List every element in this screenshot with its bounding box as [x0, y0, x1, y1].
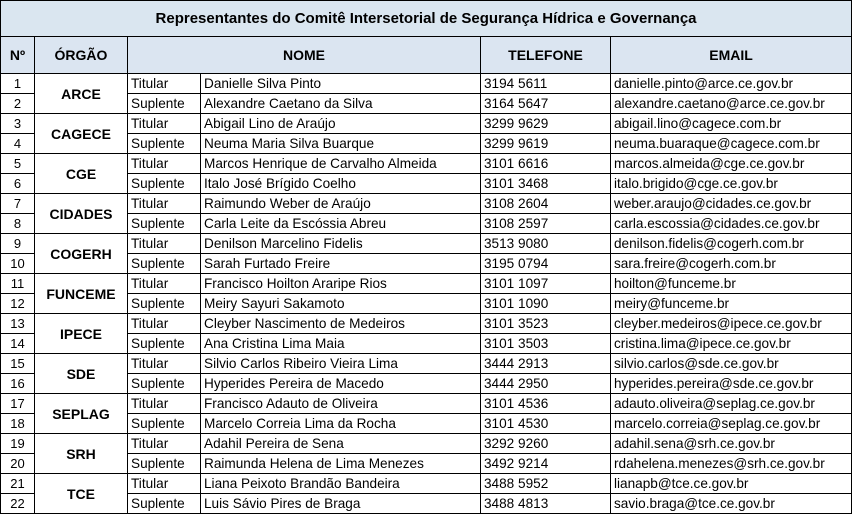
phone-cell: 3299 9629 — [481, 114, 611, 134]
row-number: 11 — [1, 274, 35, 294]
email-cell[interactable]: abigail.lino@cagece.com.br — [611, 114, 852, 134]
orgao-cell: SEPLAG — [35, 394, 128, 434]
role-cell: Suplente — [128, 454, 201, 474]
name-cell: Francisco Hoilton Araripe Rios — [201, 274, 481, 294]
table-row — [1, 394, 852, 414]
phone-cell: 3108 2604 — [481, 194, 611, 214]
name-cell: Marcelo Correia Lima da Rocha — [201, 414, 481, 434]
phone-cell: 3108 2597 — [481, 214, 611, 234]
role-cell: Titular — [128, 154, 201, 174]
email-cell[interactable]: marcelo.correia@seplag.ce.gov.br — [611, 414, 852, 434]
orgao-cell: IPECE — [35, 314, 128, 354]
role-cell: Titular — [128, 394, 201, 414]
phone-cell: 3195 0794 — [481, 254, 611, 274]
row-number: 21 — [1, 474, 35, 494]
table-row — [1, 474, 852, 494]
row-number: 20 — [1, 454, 35, 474]
phone-cell: 3492 9214 — [481, 454, 611, 474]
row-number: 17 — [1, 394, 35, 414]
row-number: 16 — [1, 374, 35, 394]
name-cell: Ana Cristina Lima Maia — [201, 334, 481, 354]
row-number: 1 — [1, 74, 35, 94]
role-cell: Titular — [128, 434, 201, 454]
table-row — [1, 434, 852, 454]
name-cell: Liana Peixoto Brandão Bandeira — [201, 474, 481, 494]
orgao-cell: SDE — [35, 354, 128, 394]
row-number: 9 — [1, 234, 35, 254]
table-row — [1, 114, 852, 134]
email-cell[interactable]: danielle.pinto@arce.ce.gov.br — [611, 74, 852, 94]
table-row — [1, 134, 852, 154]
row-number: 5 — [1, 154, 35, 174]
col-header-orgao: ÓRGÃO — [35, 37, 128, 74]
role-cell: Suplente — [128, 174, 201, 194]
role-cell: Suplente — [128, 94, 201, 114]
name-cell: Luis Sávio Pires de Braga — [201, 494, 481, 514]
role-cell: Suplente — [128, 254, 201, 274]
email-cell[interactable]: alexandre.caetano@arce.ce.gov.br — [611, 94, 852, 114]
email-cell[interactable]: adahil.sena@srh.ce.gov.br — [611, 434, 852, 454]
row-number: 7 — [1, 194, 35, 214]
row-number: 12 — [1, 294, 35, 314]
email-cell[interactable]: carla.escossia@cidades.ce.gov.br — [611, 214, 852, 234]
table-row — [1, 414, 852, 434]
email-cell[interactable]: hoilton@funceme.br — [611, 274, 852, 294]
name-cell: Neuma Maria Silva Buarque — [201, 134, 481, 154]
phone-cell: 3488 5952 — [481, 474, 611, 494]
phone-cell: 3101 4530 — [481, 414, 611, 434]
email-cell[interactable]: weber.araujo@cidades.ce.gov.br — [611, 194, 852, 214]
col-header-num: Nº — [1, 37, 35, 74]
phone-cell: 3101 3468 — [481, 174, 611, 194]
table-row — [1, 374, 852, 394]
phone-cell: 3488 4813 — [481, 494, 611, 514]
role-cell: Titular — [128, 74, 201, 94]
row-number: 3 — [1, 114, 35, 134]
row-number: 10 — [1, 254, 35, 274]
orgao-cell: ARCE — [35, 74, 128, 114]
orgao-cell: CGE — [35, 154, 128, 194]
role-cell: Titular — [128, 194, 201, 214]
orgao-cell: FUNCEME — [35, 274, 128, 314]
table-row — [1, 294, 852, 314]
name-cell: Meiry Sayuri Sakamoto — [201, 294, 481, 314]
table-row — [1, 154, 852, 174]
phone-cell: 3513 9080 — [481, 234, 611, 254]
email-cell[interactable]: cleyber.medeiros@ipece.ce.gov.br — [611, 314, 852, 334]
phone-cell: 3101 3523 — [481, 314, 611, 334]
role-cell: Suplente — [128, 214, 201, 234]
table-row — [1, 74, 852, 94]
phone-cell: 3194 5611 — [481, 74, 611, 94]
role-cell: Suplente — [128, 494, 201, 514]
role-cell: Titular — [128, 474, 201, 494]
phone-cell: 3444 2950 — [481, 374, 611, 394]
orgao-cell: COGERH — [35, 234, 128, 274]
orgao-cell: CIDADES — [35, 194, 128, 234]
table-row — [1, 214, 852, 234]
email-cell[interactable]: italo.brigido@cge.ce.gov.br — [611, 174, 852, 194]
row-number: 18 — [1, 414, 35, 434]
role-cell: Suplente — [128, 334, 201, 354]
email-cell[interactable]: hyperides.pereira@sde.ce.gov.br — [611, 374, 852, 394]
row-number: 19 — [1, 434, 35, 454]
name-cell: Adahil Pereira de Sena — [201, 434, 481, 454]
email-cell[interactable]: marcos.almeida@cge.ce.gov.br — [611, 154, 852, 174]
orgao-cell: SRH — [35, 434, 128, 474]
name-cell: Abigail Lino de Araújo — [201, 114, 481, 134]
phone-cell: 3101 6616 — [481, 154, 611, 174]
row-number: 14 — [1, 334, 35, 354]
phone-cell: 3299 9619 — [481, 134, 611, 154]
name-cell: Sarah Furtado Freire — [201, 254, 481, 274]
orgao-cell: TCE — [35, 474, 128, 514]
row-number: 8 — [1, 214, 35, 234]
role-cell: Titular — [128, 114, 201, 134]
phone-cell: 3101 1097 — [481, 274, 611, 294]
name-cell: Carla Leite da Escóssia Abreu — [201, 214, 481, 234]
orgao-cell: CAGECE — [35, 114, 128, 154]
table-row — [1, 194, 852, 214]
email-cell[interactable]: rdahelena.menezes@srh.ce.gov.br — [611, 454, 852, 474]
role-cell: Suplente — [128, 414, 201, 434]
email-cell[interactable]: cristina.lima@ipece.ce.gov.br — [611, 334, 852, 354]
phone-cell: 3164 5647 — [481, 94, 611, 114]
phone-cell: 3101 1090 — [481, 294, 611, 314]
table-row — [1, 234, 852, 254]
role-cell: Titular — [128, 274, 201, 294]
col-header-email: EMAIL — [611, 37, 852, 74]
table-row — [1, 314, 852, 334]
role-cell: Suplente — [128, 374, 201, 394]
table-row — [1, 494, 852, 514]
role-cell: Titular — [128, 234, 201, 254]
table-title: Representantes do Comitê Intersetorial de Segurança Hídrica e Governança — [1, 1, 852, 37]
email-cell[interactable]: neuma.buaraque@cagece.com.br — [611, 134, 852, 154]
role-cell: Titular — [128, 354, 201, 374]
row-number: 6 — [1, 174, 35, 194]
name-cell: Hyperides Pereira de Macedo — [201, 374, 481, 394]
row-number: 4 — [1, 134, 35, 154]
phone-cell: 3101 4536 — [481, 394, 611, 414]
role-cell: Suplente — [128, 294, 201, 314]
role-cell: Suplente — [128, 134, 201, 154]
email-cell[interactable]: denilson.fidelis@cogerh.com.br — [611, 234, 852, 254]
name-cell: Francisco Adauto de Oliveira — [201, 394, 481, 414]
table-row — [1, 254, 852, 274]
email-cell[interactable]: sara.freire@cogerh.com.br — [611, 254, 852, 274]
table-body — [1, 74, 852, 514]
table-row — [1, 94, 852, 114]
name-cell: Marcos Henrique de Carvalho Almeida — [201, 154, 481, 174]
row-number: 22 — [1, 494, 35, 514]
phone-cell: 3101 3503 — [481, 334, 611, 354]
col-header-telefone: TELEFONE — [481, 37, 611, 74]
name-cell: Raimunda Helena de Lima Menezes — [201, 454, 481, 474]
table-row — [1, 454, 852, 474]
name-cell: Italo José Brígido Coelho — [201, 174, 481, 194]
name-cell: Cleyber Nascimento de Medeiros — [201, 314, 481, 334]
role-cell: Titular — [128, 314, 201, 334]
email-cell[interactable]: adauto.oliveira@seplag.ce.gov.br — [611, 394, 852, 414]
row-number: 15 — [1, 354, 35, 374]
row-number: 2 — [1, 94, 35, 114]
name-cell: Silvio Carlos Ribeiro Vieira Lima — [201, 354, 481, 374]
name-cell: Raimundo Weber de Araújo — [201, 194, 481, 214]
row-number: 13 — [1, 314, 35, 334]
email-cell[interactable]: meiry@funceme.br — [611, 294, 852, 314]
phone-cell: 3444 2913 — [481, 354, 611, 374]
email-cell[interactable]: savio.braga@tce.ce.gov.br — [611, 494, 852, 514]
col-header-nome: NOME — [128, 37, 481, 74]
email-cell[interactable]: silvio.carlos@sde.ce.gov.br — [611, 354, 852, 374]
table-row — [1, 274, 852, 294]
name-cell: Denilson Marcelino Fidelis — [201, 234, 481, 254]
name-cell: Danielle Silva Pinto — [201, 74, 481, 94]
email-cell[interactable]: lianapb@tce.ce.gov.br — [611, 474, 852, 494]
name-cell: Alexandre Caetano da Silva — [201, 94, 481, 114]
table-row — [1, 174, 852, 194]
table-row — [1, 334, 852, 354]
phone-cell: 3292 9260 — [481, 434, 611, 454]
table-row — [1, 354, 852, 374]
